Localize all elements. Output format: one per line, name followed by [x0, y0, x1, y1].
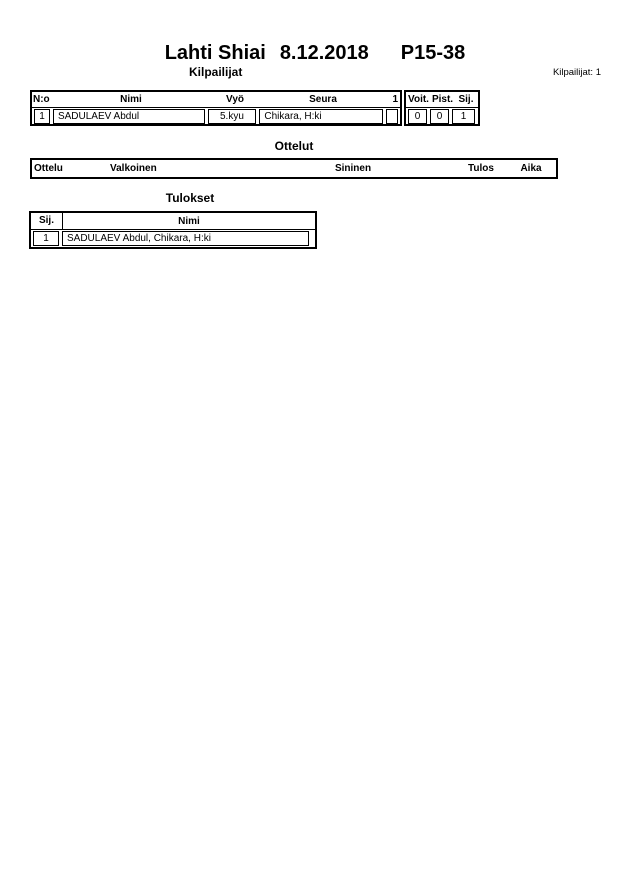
competitors-count-label: Kilpailijat: 1 [552, 67, 601, 78]
col-header-result-place: Sij. [31, 213, 63, 229]
competitor-row [32, 108, 400, 124]
competitor-place: 1 [452, 109, 475, 124]
competitor-club: Chikara, H:ki [259, 109, 383, 124]
matches-table-header [32, 160, 556, 177]
col-header-place: Sij. [458, 93, 474, 105]
result-row [31, 230, 315, 246]
col-header-belt: Vyö [226, 93, 244, 105]
result-name: SADULAEV Abdul, Chikara, H:ki [62, 231, 309, 246]
title-event: Lahti Shiai [164, 42, 266, 64]
results-heading: Tulokset [165, 191, 215, 205]
col-header-points: Pist. [431, 93, 454, 105]
col-header-result: Tulos [468, 163, 494, 174]
col-header-no: N:o [33, 93, 50, 105]
competitor-belt: 5.kyu [208, 109, 257, 124]
competitor-round1-cell [386, 109, 398, 124]
competitors-heading: Kilpailijat [189, 65, 243, 79]
results-table [29, 211, 317, 249]
col-header-time: Aika [520, 163, 542, 174]
col-header-club: Seura [309, 93, 337, 105]
col-header-blue: Sininen [334, 163, 372, 174]
col-header-wins: Voit. [408, 93, 429, 105]
col-header-result-name: Nimi [178, 215, 200, 227]
page-title [0, 43, 630, 63]
competitor-stats-row [406, 108, 478, 124]
title-category: P15-38 [400, 42, 466, 64]
competitor-wins: 0 [408, 109, 427, 124]
competitors-table [30, 90, 402, 126]
results-table-header [31, 213, 315, 230]
competitor-name: SADULAEV Abdul [53, 109, 205, 124]
competitors-stats-table [404, 90, 480, 126]
result-place: 1 [33, 231, 59, 246]
competitor-points: 0 [430, 109, 449, 124]
col-header-round1: 1 [392, 93, 398, 105]
stats-table-header [406, 92, 478, 108]
col-header-name: Nimi [120, 93, 142, 105]
matches-heading: Ottelut [274, 139, 314, 153]
competitors-table-header [32, 92, 400, 108]
title-date: 8.12.2018 [279, 42, 369, 64]
matches-table [30, 158, 558, 179]
col-header-match: Ottelu [34, 163, 63, 174]
competitor-no: 1 [34, 109, 50, 124]
col-header-white: Valkoinen [110, 163, 157, 174]
